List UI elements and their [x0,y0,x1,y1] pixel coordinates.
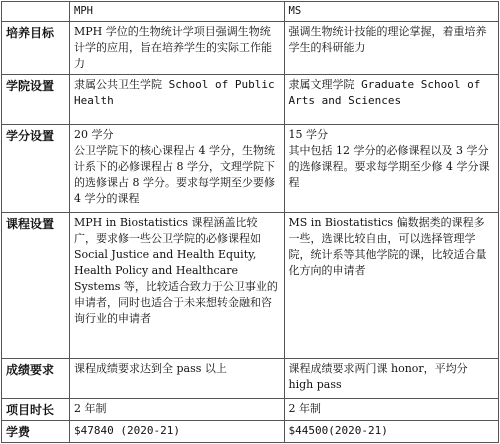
table-row [2,213,499,359]
ms-cell [284,125,499,213]
table-row [2,421,499,443]
row-label: 学院设置 [2,75,70,125]
comparison-table [1,1,499,443]
row-label: 学费 [2,421,70,443]
header-row [2,2,499,22]
row-label: 成绩要求 [2,359,70,399]
table-row [2,125,499,213]
row-label: 学分设置 [2,125,70,213]
mph-cell: 课程成绩要求达到全 pass 以上 [70,359,285,399]
ms-cell: 强调生物统计技能的理论掌握，着重培养学生的科研能力 [284,22,499,75]
mph-credits-detail: 公卫学院下的核心课程占 4 学分，生物统计系下的必修课程占 8 学分，文理学院下的选修课占 8 学分。要求每学期至少要修 4 学分的课程 [74,144,275,205]
ms-cell: 隶属文理学院 Graduate School of Arts and Sciences [284,75,499,125]
mph-cell: 2 年制 [70,399,285,421]
ms-cell: MS in Biostatistics 偏数据类的课程多一些，选课比较自由，可以选择管理学院，统计系等其他学院的课，比较适合量化方向的申请者 [284,213,499,359]
row-label: 项目时长 [2,399,70,421]
mph-credits: 20 学分 [74,128,114,141]
ms-credits-detail: 其中包括 12 学分的必修课程以及 3 学分的选修课程。要求每学期至少修 4 学分课程 [288,144,490,189]
mph-cell: $47840 (2020-21) [70,421,285,443]
mph-cell: MPH in Biostatistics 课程涵盖比较广，要求修一些公卫学院的必修课程如 Social Justice and Health Equity, Health Policy and Healthcare Systems 等，比较适合致力于公卫事业的申请者，同时也适合于未来想转金融和咨询行业的申请者 [70,213,285,359]
table-row [2,75,499,125]
header-ms: MS [284,2,499,22]
ms-cell: 课程成绩要求两门课 honor，平均分 high pass [284,359,499,399]
row-label: 培养目标 [2,22,70,75]
mph-cell [70,125,285,213]
table-row [2,22,499,75]
ms-cell: 2 年制 [284,399,499,421]
row-label: 课程设置 [2,213,70,359]
header-mph: MPH [70,2,285,22]
header-empty-cell [2,2,70,22]
ms-cell: $44500(2020-21) [284,421,499,443]
mph-cell: MPH 学位的生物统计学项目强调生物统计学的应用，旨在培养学生的实际工作能力 [70,22,285,75]
table-row [2,399,499,421]
table-row [2,359,499,399]
ms-credits: 15 学分 [288,128,328,141]
mph-cell: 隶属公共卫生学院 School of Public Health [70,75,285,125]
